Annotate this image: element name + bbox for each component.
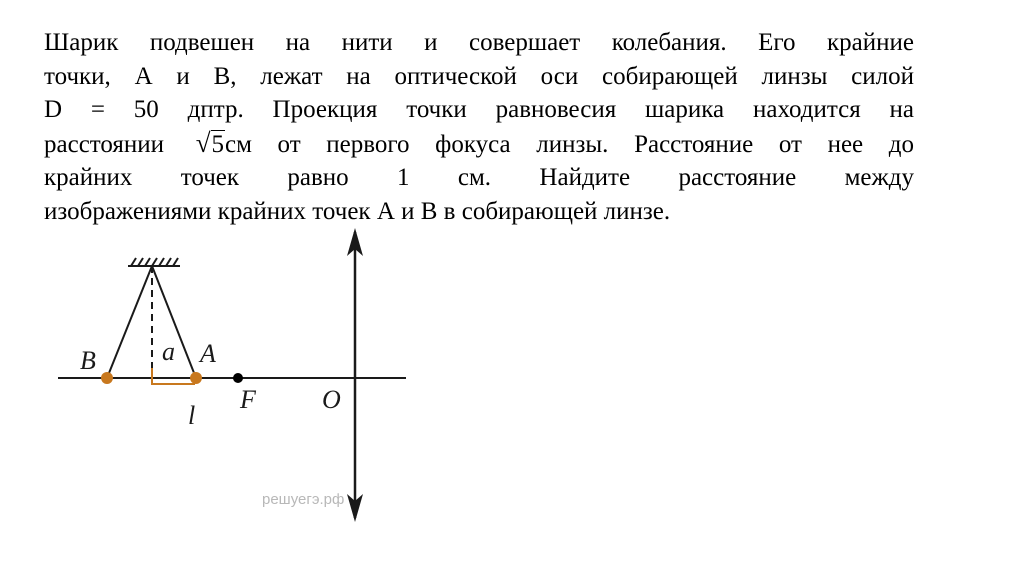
label-l: l (188, 401, 196, 430)
label-a-point: A (200, 339, 216, 368)
problem-line-4-start: расстоянии (44, 130, 165, 158)
label-a-distance: a (162, 337, 175, 366)
thread-to-b (107, 266, 152, 378)
problem-line-2: точки, А и В, лежат на оптической оси собирающей линзы силой (44, 62, 914, 90)
problem-line-3: D = 50 дптр. Проекция точки равновесия шарика находится на (44, 96, 914, 123)
problem-line-6: изображениями крайних точек А и В в собирающей линзе. (44, 197, 671, 225)
ceiling-mount (128, 258, 180, 266)
point-b (101, 372, 113, 384)
distance-a-bracket (152, 368, 194, 384)
point-a (190, 372, 202, 384)
radicand: 5 (211, 130, 225, 158)
radical-sign: √ (195, 127, 211, 158)
label-b: B (80, 346, 96, 375)
problem-line-5: крайних точек равно 1 см. Найдите расстояние между (44, 164, 914, 191)
focus-point (233, 373, 243, 383)
label-o: O (322, 385, 341, 414)
label-f: F (240, 385, 256, 414)
problem-line-4-end: см от первого фокуса линзы. Расстояние от нее до (225, 130, 915, 158)
watermark: решуегэ.рф (262, 491, 345, 508)
problem-line-1: Шарик подвешен на нити и совершает колебания. Его крайние (44, 29, 914, 56)
